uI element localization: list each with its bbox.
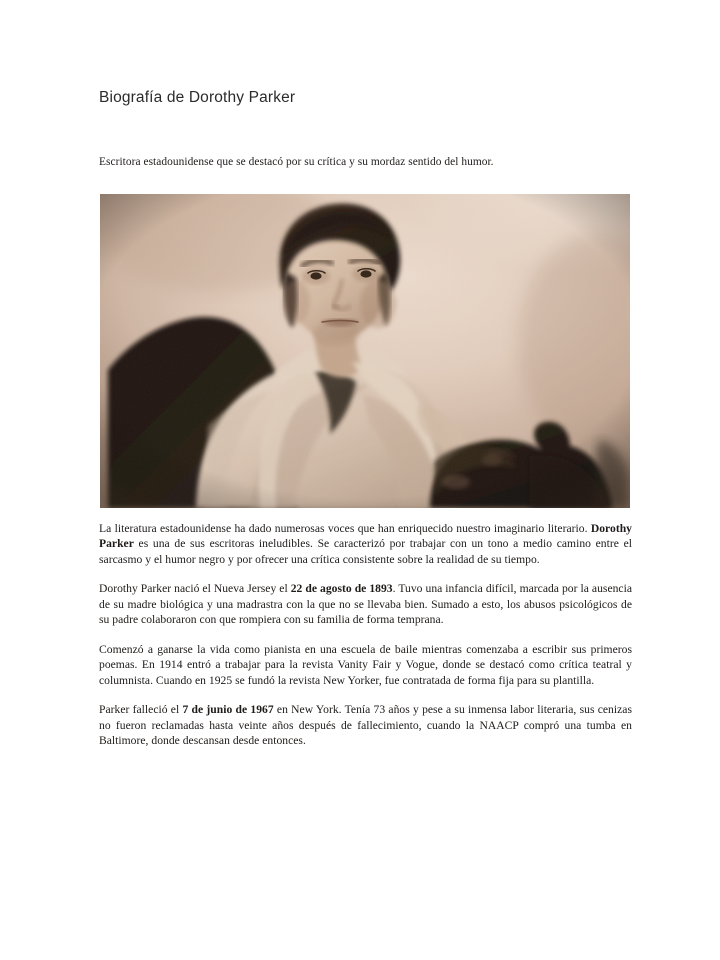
portrait-photo xyxy=(100,194,630,508)
paragraph-1: La literatura estadounidense ha dado numerosas voces que han enriquecido nuestro imaginario literario. Dorothy Parker es una de sus escritoras ineludibles. Se caracterizó por trabajar con un tono a medio camino entre el sarcasmo y el humor negro y por ofrecer una crítica consistente sobre la realidad de su tiempo. xyxy=(99,522,632,566)
paragraph-4: Parker falleció el 7 de junio de 1967 en New York. Tenía 73 años y pese a su inmensa labor literaria, sus cenizas no fueron reclamadas hasta veinte años después de fallecimiento, cuando la NAACP compró una tumba en Baltimore, donde descansan desde entonces. xyxy=(99,703,632,748)
paragraph-3: Comenzó a ganarse la vida como pianista en una escuela de baile mientras comenzaba a escribir sus primeros poemas. En 1914 entró a trabajar para la revista Vanity Fair y Vogue, donde se destacó como crítica teatral y columnista. Cuando en 1925 se fundó la revista New Yorker, fue contratada de forma fija para su plantilla. xyxy=(99,642,632,687)
paragraph-2: Dorothy Parker nació el Nueva Jersey el 22 de agosto de 1893. Tuvo una infancia difícil, marcada por la ausencia de su madre biológica y una madrastra con la que no se llevaba bien. Sumado a esto, los abusos psicológicos de su padre colaboraron con que rompiera con su familia de forma temprana. xyxy=(99,582,633,627)
document-subtitle: Escritora estadounidense que se destacó por su crítica y su mordaz sentido del humor. xyxy=(99,156,494,169)
emphasis-text: 7 de junio de 1967 xyxy=(182,703,274,717)
portrait-photo-graphic xyxy=(100,194,630,508)
document-header xyxy=(99,0,631,171)
document-body xyxy=(99,521,632,749)
emphasis-text: Dorothy Parker xyxy=(99,522,632,551)
page-title: Biografía de Dorothy Parker xyxy=(99,89,296,106)
emphasis-text: 22 de agosto de 1893 xyxy=(290,582,393,596)
